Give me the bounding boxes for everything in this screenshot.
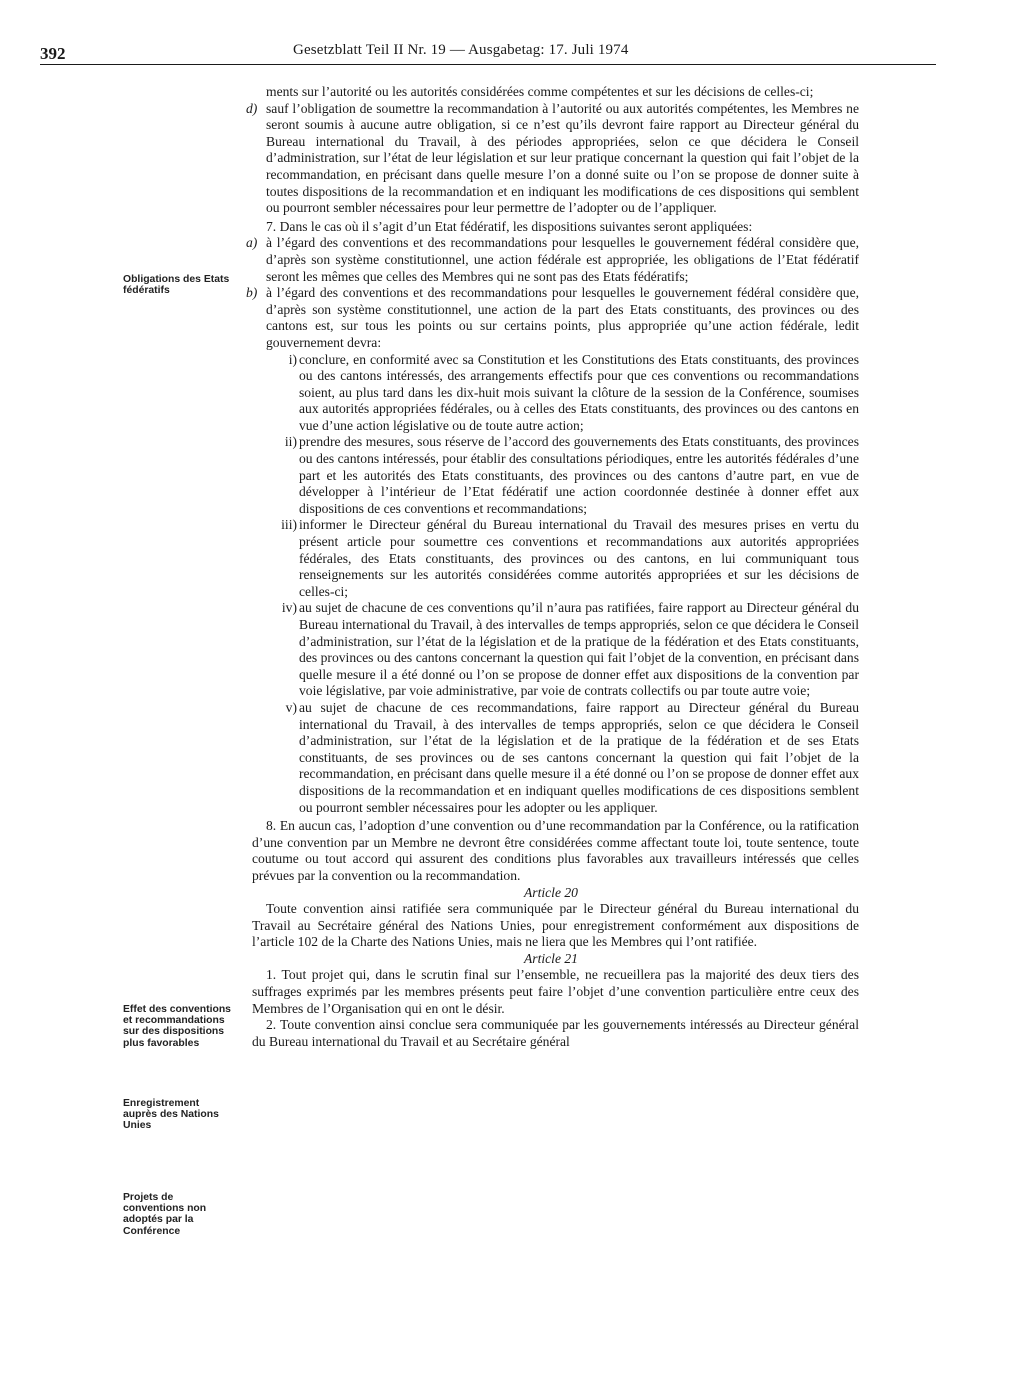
- article-21-paragraph-1: 1. Tout projet qui, dans le scrutin final sur l’ensemble, ne recueillera pas la majorité des deux tiers des suffrages exprimés par les membres présents peut faire l’objet d’une convention particulière entre ceux des Membres de l’Organisation qui en ont le désir.: [252, 967, 859, 1016]
- item-a: [243, 235, 859, 285]
- sub-item-marker: iii): [281, 517, 297, 533]
- sub-item: [243, 517, 859, 600]
- sub-item: [243, 434, 859, 517]
- intro-continuation: ments sur l’autorité ou les autorités considérées comme compétentes et sur les décisions de celles-ci;: [266, 84, 814, 99]
- margin-note-registration: Enregistrement auprès des Nations Unies: [123, 1098, 219, 1132]
- sub-item-text: informer le Directeur général du Bureau international du Travail des mesures prises en vertu du présent article pour soumettre ces conventions et recommandations aux autorités appropriées fédérales, des Etats constituants, des provinces ou des cantons, en lui communiquant tous renseignements sur les autorités considérées comme autorités appropriées et sur les décisions de celles-ci;: [299, 517, 859, 599]
- sub-item-marker: i): [288, 351, 297, 367]
- main-text-column: [243, 84, 859, 1050]
- header-rule: [40, 64, 936, 65]
- sub-item-marker: v): [285, 699, 297, 715]
- article-21-title: Article 21: [524, 950, 578, 966]
- article-20-title: Article 20: [524, 884, 578, 900]
- sub-item-marker: iv): [281, 600, 297, 616]
- sub-item-text: conclure, en conformité avec sa Constitution et les Constitutions des Etats constituants, des provinces ou des cantons intéressés, des arrangements effectifs pour que ces conventions ou recommandations soient, au plus tard dans les dix-huit mois suivant la clôture de la session de la Conférence, soumises aux autorités appropriées fédérales, ou à celles des Etats constituants, des provinces ou des cantons en vue d’une action législative ou de toute autre action;: [299, 351, 859, 433]
- item-a-marker: a): [246, 235, 258, 251]
- sub-item-marker: ii): [284, 434, 297, 450]
- article-21-paragraph-2: 2. Toute convention ainsi conclue sera communiquée par les gouvernements intéressés au Directeur général du Bureau international du Travail et au Secrétaire général: [252, 1017, 859, 1049]
- item-d: [243, 101, 859, 217]
- page-number: 392: [40, 44, 66, 63]
- paragraph-8: 8. En aucun cas, l’adoption d’une convention ou d’une recommandation par la Conférence, ou la ratification d’une convention par un Membre ne devront être considérées comme affectant toute loi, toute sentence, toute coutume ou tout accord qui assurent des conditions plus favorables aux travailleurs intéressés que celles prévues par la convention ou la recommandation.: [252, 818, 859, 883]
- margin-note-projects: Projets de conventions non adoptés par la Conférence: [123, 1192, 207, 1237]
- sub-item: [243, 600, 859, 700]
- sub-item-text: prendre des mesures, sous réserve de l’accord des gouvernements des Etats constituants, des provinces ou des cantons intéressés, pour établir des consultations périodiques, entre les autorités fédérales d’une part et les autorités des Etats constituants, des provinces ou des cantons d’autre part, en vue de développer à l’intérieur de l’Etat fédératif une action coordonnée destinée à donner effet aux dispositions de ces conventions et recommandations;: [299, 434, 859, 516]
- margin-note-federal: Obligations des Etats fédératifs: [123, 274, 230, 297]
- sub-item-text: au sujet de chacune de ces recommandations, faire rapport au Directeur général du Bureau international du Travail, à des intervalles de temps appropriés, selon ce que décidera le Conseil d’administration, sur l’état de la législation et de la pratique de la fédération et de ses Etats constituants, de ses provinces ou de ses cantons concernant la question qui fait l’objet de la recommandation, en précisant dans quelle mesure il a été donné ou l’on se propose de donner effet aux dispositions de la recommandation et en indiquant quelles modifications de ces dispositions semblent ou pourront sembler nécessaires pour les adopter ou les appliquer.: [299, 699, 859, 815]
- item-a-text: à l’égard des conventions et des recommandations pour lesquelles le gouvernement fédéral considère que, d’après son système constitutionnel, une action fédérale est appropriée, les obligations de l’Etat fédératif seront les mêmes que celles des Membres qui ne sont pas des Etats fédératifs;: [266, 235, 859, 284]
- sub-item: [243, 352, 859, 435]
- item-b-text: à l’égard des conventions et des recommandations pour lesquelles le gouvernement fédéral considère que, d’après son système constitutionnel, une action de la part des Etats constituants, des provinces ou des cantons est, sur tous les points ou sur certains points, plus appropriée qu’une action fédérale, ledit gouvernement devra:: [266, 285, 859, 350]
- sub-item: [243, 700, 859, 816]
- page-header-title: Gesetzblatt Teil II Nr. 19 — Ausgabetag: 17. Juli 1974: [293, 42, 629, 58]
- item-d-text: sauf l’obligation de soumettre la recommandation à l’autorité ou aux autorités compétentes, les Membres ne seront soumis à aucune autre obligation, si ce n’est qu’ils devront faire rapport au Directeur général du Bureau international du Travail, à des périodes appropriées, selon ce que décidera le Conseil d’administration, sur l’état de leur législation et sur leur pratique concernant la question qui fait l’objet de la recommandation, en précisant dans quelle mesure l’on a donné suite ou l’on se propose de donner suite à toutes dispositions de la recommandation et en indiquant les modifications de ces dispositions qui semblent ou pourront sembler nécessaires pour leur permettre de l’adopter ou de l’appliquer.: [266, 100, 859, 216]
- item-b: [243, 285, 859, 351]
- paragraph-7: 7. Dans le cas où il s’agit d’un Etat fédératif, les dispositions suivantes seront appliquées:: [266, 218, 753, 234]
- item-d-marker: d): [246, 100, 258, 116]
- item-b-marker: b): [246, 285, 258, 301]
- margin-note-favorable: Effet des conventions et recommandations sur des dispositions plus favorables: [123, 1004, 231, 1049]
- sub-item-text: au sujet de chacune de ces conventions qu’il n’aura pas ratifiées, faire rapport au Directeur général du Bureau international du Travail, à des intervalles de temps appropriés, selon ce que décidera le Conseil d’administration, sur l’état de la législation et de la pratique de la fédération et des Etats constituants, des provinces ou des cantons concernant la question qui fait l’objet de la convention, en précisant dans quelle mesure il a été donné ou l’on se propose de donner effet aux dispositions de la convention par voie législative, par voie administrative, par voie de contrats collectifs ou par toute autre voie;: [299, 600, 859, 699]
- article-20-text: Toute convention ainsi ratifiée sera communiquée par le Directeur général du Bureau international du Travail au Secrétaire général des Nations Unies, pour enregistrement conformément aux dispositions de l’article 102 de la Charte des Nations Unies, mais ne liera que les Membres qui l’ont ratifiée.: [252, 901, 859, 950]
